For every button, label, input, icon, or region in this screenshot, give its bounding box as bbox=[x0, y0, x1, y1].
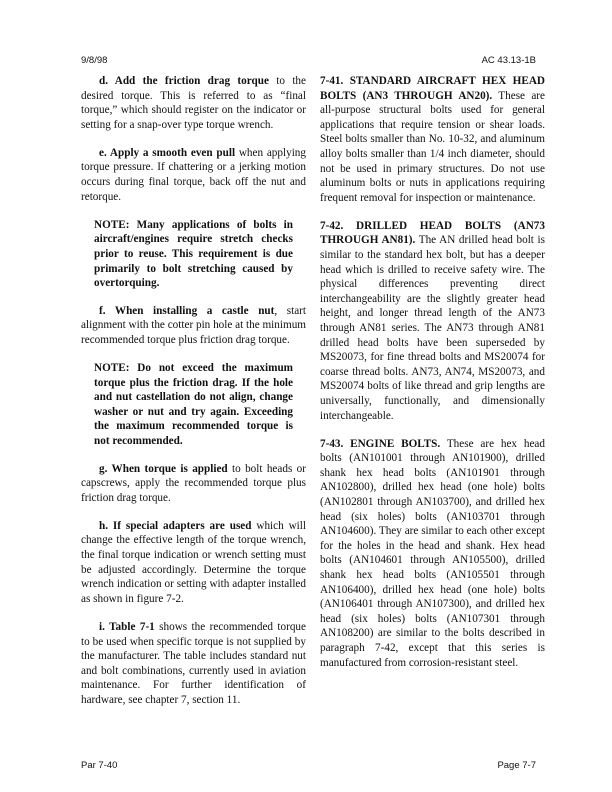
paragraph-e-text: when applying torque pressure. If chattering or a jerking motion occurs during final torque, back off the nut and retorque. bbox=[81, 146, 306, 203]
note-stretch-checks: NOTE: Many applications of bolts in aircraft/engines require stretch checks prior to reuse. This requirement is due primarily to bolt stretching caused by overtorquing. bbox=[94, 218, 293, 290]
footer-page-number: Page 7-7 bbox=[497, 760, 536, 771]
paragraph-f bbox=[81, 304, 306, 348]
paragraph-f-text: , start alignment with the cotter pin hole at the minimum recommended torque plus friction drag torque. bbox=[81, 304, 306, 346]
paragraph-g bbox=[81, 462, 306, 506]
section-7-41-text: These are all-purpose structural bolts used for general applications that require tension or shear loads. Steel bolts smaller than No. 10-32, and aluminum alloy bolts smaller than 1/4 inch diameter, should not be used in primary structures. Do not use aluminum bolts or nuts in applications requiring frequent removal for inspection or maintenance. bbox=[320, 89, 545, 204]
paragraph-h bbox=[81, 519, 306, 607]
paragraph-i-label: i. Table 7-1 bbox=[99, 620, 155, 633]
note-maximum-torque: NOTE: Do not exceed the maximum torque plus the friction drag. If the hole and nut castellation do not align, change washer or nut and try again. Exceeding the maximum recommended torque is not recommended. bbox=[94, 362, 293, 447]
section-7-41 bbox=[320, 74, 545, 205]
section-7-43 bbox=[320, 437, 545, 671]
section-7-42 bbox=[320, 219, 545, 423]
paragraph-h-text: which will change the effective length of the torque wrench, the final torque indication or wrench setting must be adjusted accordingly. Determine the torque wrench indication or setting with adapter installed as shown in figure 7-2. bbox=[81, 519, 306, 605]
paragraph-d-label: d. Add the friction drag torque bbox=[99, 75, 269, 87]
section-7-43-text: These are hex head bolts (AN101001 through AN101900), drilled shank hex head bolts (AN101901 through AN102800), drilled hex head (one hole) bolts (AN102801 through AN103700), and drilled hex head (six holes) bolts (AN103701 through AN104600). They are similar to each other except for the holes in the head and shank. Hex head bolts (AN104601 through AN105500), drilled shank hex head bolts (AN105501 through AN106400), drilled hex head (one hole) bolts (AN106401 through AN107300), and drilled hex head (six holes) bolts (AN107301 through AN108200) are similar to the bolts described in paragraph 7-42, except that this series is manufactured from corrosion-resistant steel. bbox=[320, 437, 545, 669]
paragraph-g-text: to bolt heads or capscrews, apply the recommended torque plus friction drag torque. bbox=[81, 462, 306, 504]
section-7-42-heading: 7-42. DRILLED HEAD BOLTS (AN73 THROUGH AN81). bbox=[320, 219, 545, 247]
section-7-43-heading: 7-43. ENGINE BOLTS. bbox=[320, 437, 441, 450]
paragraph-e-label: e. Apply a smooth even pull bbox=[99, 146, 236, 159]
header-document-id: AC 43.13-1B bbox=[481, 55, 536, 66]
footer-paragraph-ref: Par 7-40 bbox=[81, 760, 118, 771]
header-date: 9/8/98 bbox=[81, 55, 108, 66]
section-7-42-text: The AN drilled head bolt is similar to the standard hex bolt, but has a deeper head which is drilled to receive safety wire. The physical differences preventing direct interchangeability are the slightly greater head height, and longer thread length of the AN73 through AN81 series. The AN73 through AN81 drilled head bolts have been superseded by MS20073, for fine thread bolts and MS20074 for coarse thread bolts. AN73, AN74, MS20073, and MS20074 bolts of like thread and grip lengths are universally, functionally, and dimensionally interchangeable. bbox=[320, 234, 545, 422]
paragraph-i bbox=[81, 620, 306, 708]
right-column bbox=[320, 74, 545, 684]
paragraph-d-text: to the desired torque. This is referred to as “final torque,” which should register on the indicator or setting for a snap-over type torque wrench. bbox=[81, 75, 306, 131]
paragraph-g-label: g. When torque is applied bbox=[99, 462, 228, 475]
paragraph-d bbox=[81, 74, 306, 132]
left-column bbox=[81, 74, 306, 721]
paragraph-e bbox=[81, 146, 306, 204]
paragraph-i-text: shows the recommended torque to be used when specific torque is not supplied by the manufacturer. The table includes standard nut and bolt combinations, currently used in aviation maintenance. For further identification of hardware, see chapter 7, section 11. bbox=[81, 620, 306, 706]
section-7-41-heading: 7-41. STANDARD AIRCRAFT HEX HEAD BOLTS (AN3 THROUGH AN20). bbox=[320, 75, 545, 102]
paragraph-f-label: f. When installing a castle nut bbox=[99, 304, 275, 317]
paragraph-h-label: h. If special adapters are used bbox=[99, 519, 252, 532]
